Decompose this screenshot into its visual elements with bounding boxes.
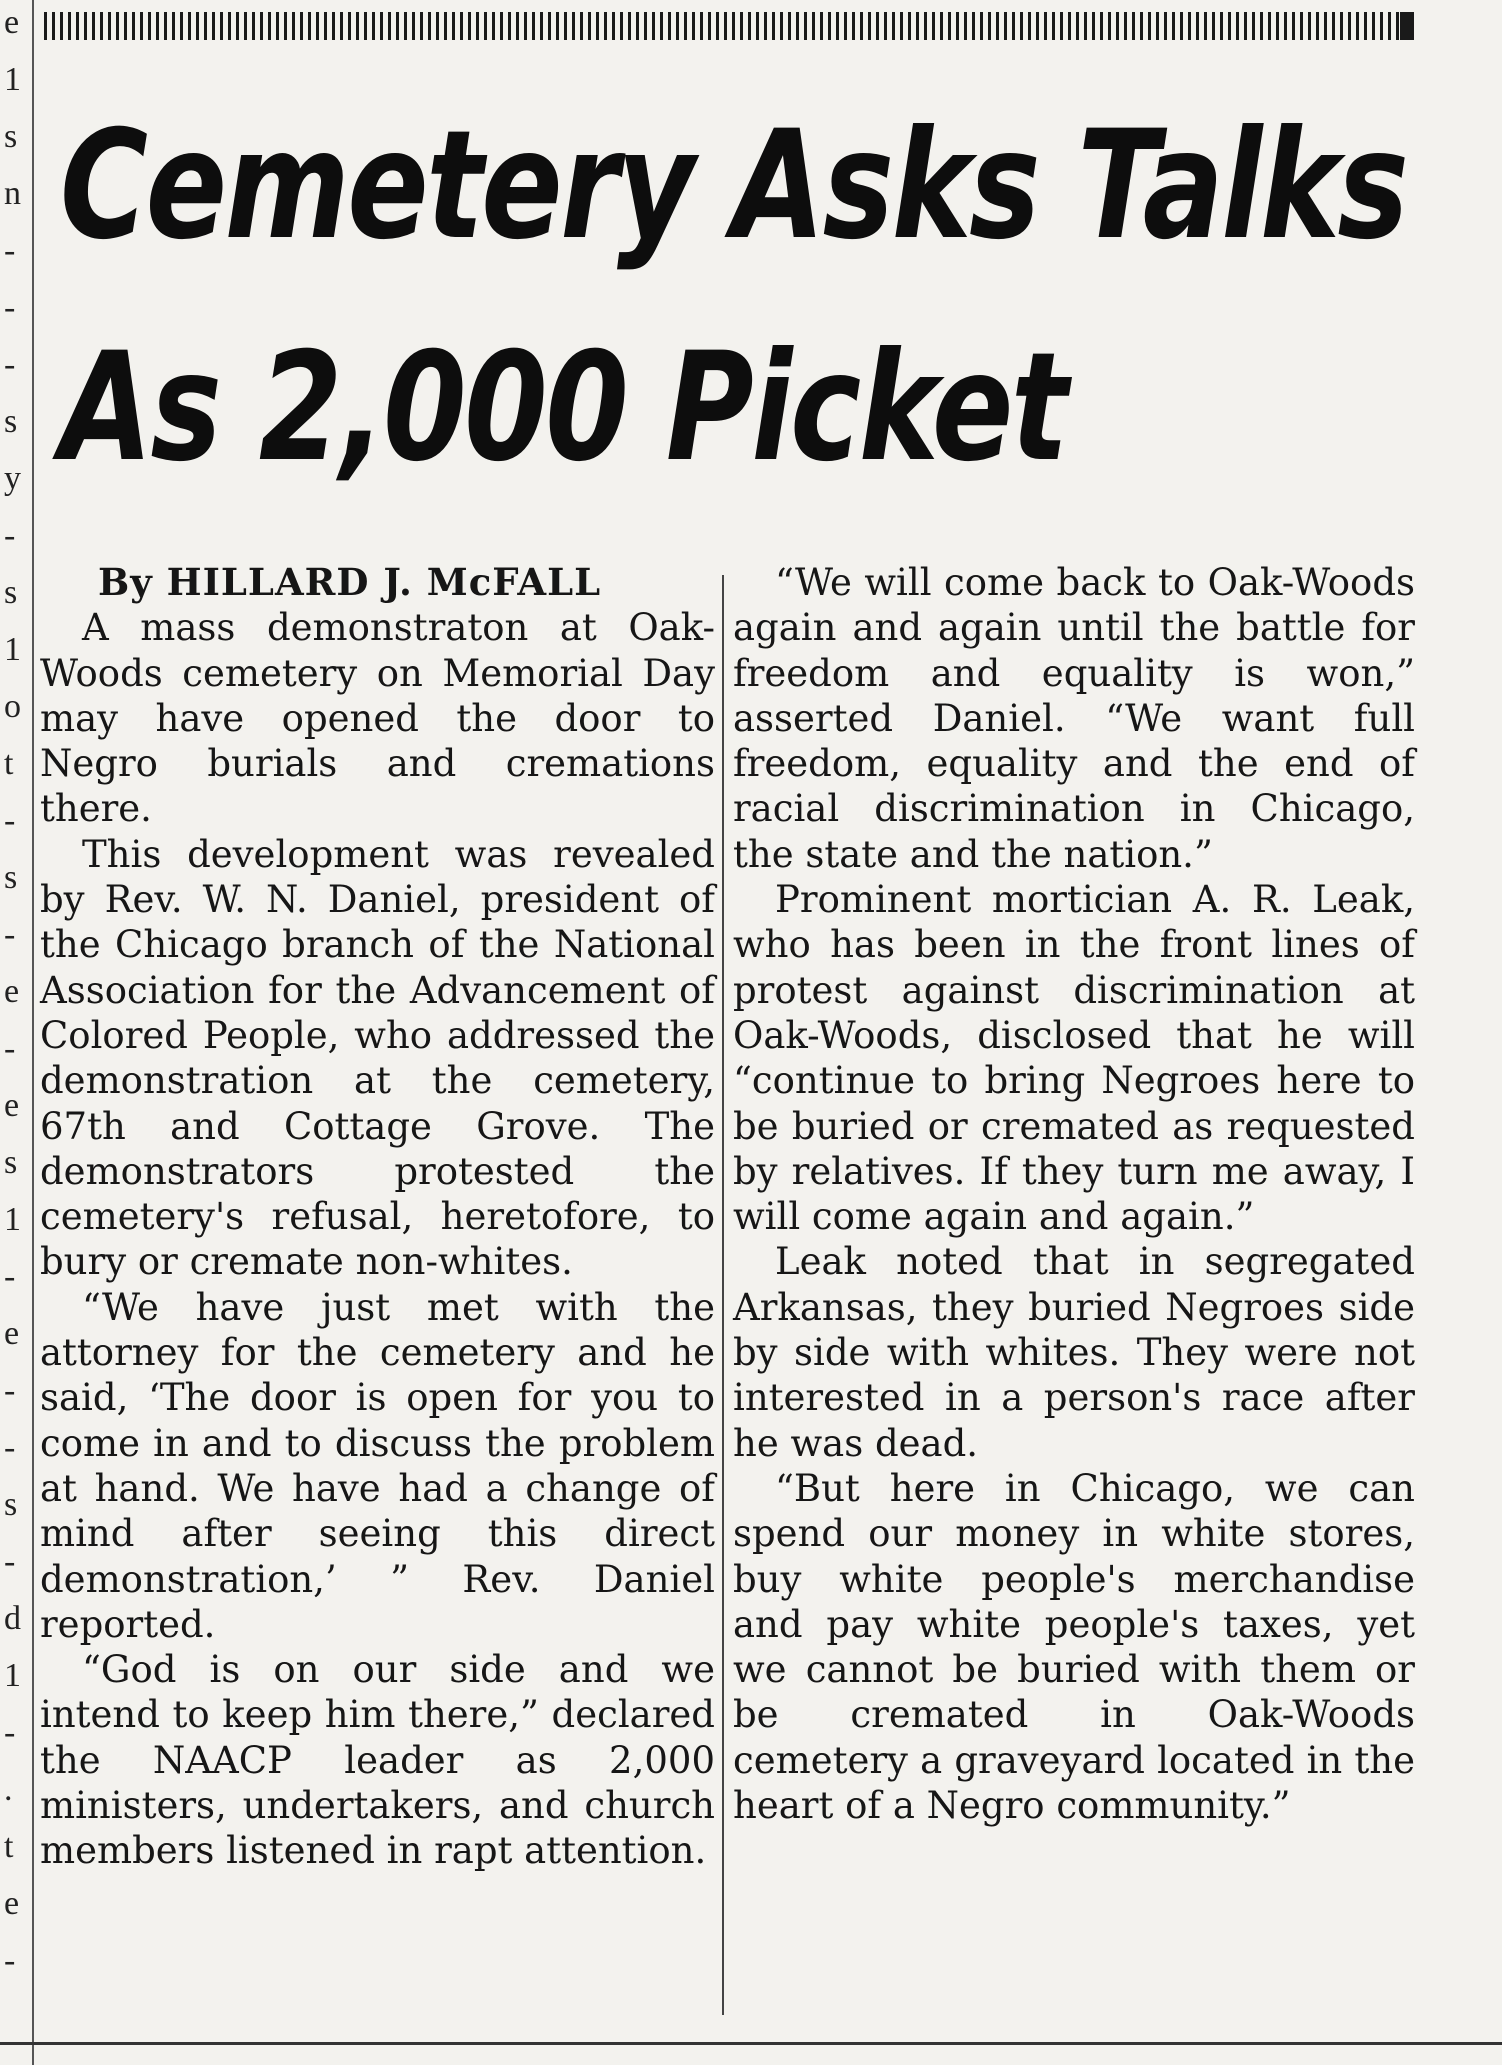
fragment-char: d bbox=[4, 1600, 21, 1637]
fragment-char: 1 bbox=[4, 631, 21, 668]
paragraph: A mass demonstraton at Oak-Woods cemetery on Memorial Day may have opened the door to Negro burials and cremations there. bbox=[40, 606, 715, 831]
fragment-char: - bbox=[4, 1942, 16, 1979]
fragment-char: n bbox=[4, 175, 21, 212]
fragment-char: o bbox=[4, 688, 21, 725]
fragment-char: s bbox=[4, 1486, 18, 1523]
fragment-char: s bbox=[4, 118, 18, 155]
fragment-char: e bbox=[4, 4, 20, 41]
column-divider bbox=[722, 575, 724, 2015]
paragraph: Prominent mortician A. R. Leak, who has been in the front lines of protest against discrimination at Oak-Woods, disclosed that he will “continue to bring Negroes here to be buried or cremated as requested by relatives. If they turn me away, I will come again and again.” bbox=[733, 878, 1415, 1239]
bottom-rule bbox=[0, 2042, 1502, 2045]
fragment-char: - bbox=[4, 916, 16, 953]
fragment-char: 1 bbox=[4, 1657, 21, 1694]
paragraph: Leak noted that in segregated Arkansas, they buried Negroes side by side with whites. They were not interested in a person's race after he was dead. bbox=[733, 1240, 1415, 1465]
paragraph: “We will come back to Oak-Woods again and again until the battle for freedom and equality is won,” asserted Daniel. “We want full freedom, equality and the end of racial discrimination in Chicago, the state and the nation.” bbox=[733, 561, 1415, 876]
fragment-char: - bbox=[4, 1543, 16, 1580]
fragment-char: s bbox=[4, 1144, 18, 1181]
fragment-char: t bbox=[4, 1828, 14, 1865]
fragment-char: 1 bbox=[4, 61, 21, 98]
paragraph: “But here in Chicago, we can spend our money in white stores, buy white people's merchandise and pay white people's taxes, yet we cannot be buried with them or be cremated in Oak-Woods cemetery a graveyard located in the heart of a Negro community.” bbox=[733, 1466, 1415, 1828]
paragraph: “We have just met with the attorney for the cemetery and he said, ‘The door is open for you to come in and to discuss the problem at hand. We have had a change of mind after seeing this direct demonstration,’ ” Rev. Daniel reported. bbox=[40, 1285, 715, 1646]
fragment-char: e bbox=[4, 973, 20, 1010]
article-column-left bbox=[40, 560, 715, 1874]
fragment-char: y bbox=[4, 460, 21, 497]
fragment-char: - bbox=[4, 517, 16, 554]
fragment-char: - bbox=[4, 232, 16, 269]
top-rule-end-mark bbox=[1400, 12, 1412, 40]
fragment-char: - bbox=[4, 289, 16, 326]
byline: By HILLARD J. McFALL bbox=[98, 560, 602, 604]
headline-line-2: As 2,000 Picket bbox=[60, 321, 1066, 495]
paragraph: “God is on our side and we intend to keep him there,” declared the NAACP leader as 2,000 ministers, undertakers, and church members listened in rapt attention. bbox=[40, 1648, 715, 1873]
fragment-char: e bbox=[4, 1885, 20, 1922]
fragment-char: - bbox=[4, 346, 16, 383]
article-column-right bbox=[733, 560, 1415, 1828]
fragment-char: t bbox=[4, 745, 14, 782]
fragment-char: s bbox=[4, 403, 18, 440]
top-decorative-rule bbox=[44, 12, 1414, 40]
fragment-char: - bbox=[4, 1372, 16, 1409]
fragment-char: s bbox=[4, 574, 18, 611]
headline-line-1: Cemetery Asks Talks bbox=[60, 99, 1407, 273]
fragment-char: - bbox=[4, 1258, 16, 1295]
fragment-char: e bbox=[4, 1087, 20, 1124]
fragment-char: - bbox=[4, 802, 16, 839]
fragment-char: - bbox=[4, 1429, 16, 1466]
fragment-char: - bbox=[4, 1714, 16, 1751]
fragment-char: . bbox=[4, 1771, 13, 1808]
fragment-char: - bbox=[4, 1030, 16, 1067]
fragment-char: s bbox=[4, 859, 18, 896]
adjacent-column-fragment bbox=[0, 0, 34, 2065]
paragraph: This development was revealed by Rev. W. N. Daniel, president of the Chicago branch of the National Association for the Advancement of Colored People, who addressed the demonstration at the cemetery, 67th and Cottage Grove. The demonstrators protested the cemetery's refusal, heretofore, to bury or cremate non-whites. bbox=[40, 832, 715, 1284]
headline bbox=[60, 75, 1407, 519]
fragment-char: e bbox=[4, 1315, 20, 1352]
fragment-char: 1 bbox=[4, 1201, 21, 1238]
